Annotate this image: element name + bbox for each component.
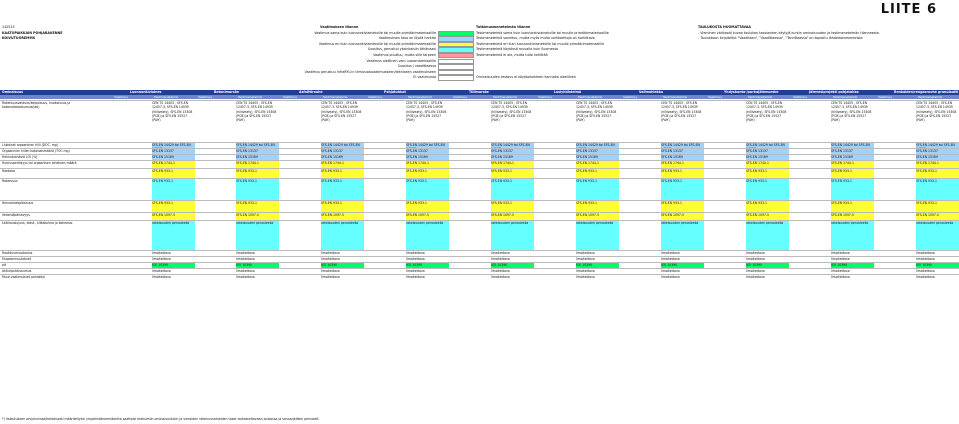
subcolumn-method: Testimenetelmä <box>833 94 857 99</box>
row-method-cell: Ilmoitettava <box>576 275 595 279</box>
table-row <box>0 220 959 251</box>
row-method-cell: rakeisuuden perusteella <box>236 221 279 251</box>
legend <box>0 25 959 85</box>
table-row <box>0 100 959 143</box>
row-method-cell: SFS-EN 933-1 <box>152 169 195 179</box>
row-method-cell: SFS-EN 933-1 <box>152 179 195 201</box>
subcolumn-requirement: Vaatimus <box>793 94 807 99</box>
row-method-cell: Ilmoitettava <box>661 257 680 261</box>
subcolumn-method: Testimenetelmä <box>493 94 517 99</box>
subcolumn-requirement: Vaatimus <box>623 94 637 99</box>
row-method-cell: Ilmoitettava <box>746 251 765 255</box>
legend-swatch <box>438 36 474 41</box>
row-method-cell: SFS-EN 933-1 <box>236 169 279 179</box>
subcolumn-method: Testimenetelmä <box>663 94 687 99</box>
row-method-cell: SFS-EN 13137 <box>576 149 619 155</box>
row-method-cell: SFS-EN 1097-5 <box>152 213 195 221</box>
row-method-cell: Ilmoitettava <box>916 251 935 255</box>
row-method-cell: rakeisuuden perusteella <box>406 221 449 251</box>
row-property-label: Aktiiviputkisaumus <box>2 269 32 273</box>
row-method-cell: SFS-EN 1097-5 <box>916 213 959 221</box>
row-method-cell: Ilmoitettava <box>491 251 510 255</box>
row-method-cell: SFS-EN 933-1 <box>236 201 279 213</box>
row-method-cell: SFS-EN 933-1 <box>746 201 789 213</box>
row-method-cell: SFS-EN 1744-1 <box>406 161 449 169</box>
row-method-cell: Ilmoitettava <box>491 275 510 279</box>
row-method-cell: SFS-EN 1097-5 <box>406 213 449 221</box>
row-method-cell: SFS-EN 15169 <box>916 155 959 161</box>
row-method-cell: Ilmoitettava <box>321 275 340 279</box>
row-method-cell: rakeisuuden perusteella <box>576 221 619 251</box>
subcolumn-method: Testimenetelmä <box>918 94 942 99</box>
row-property-label: Raakkuumuodostus <box>2 251 33 255</box>
legend-requirement-label: Vaatimus sama kuin luonnonkiviaineksille tai muulle primäärimateriaalille <box>314 30 436 35</box>
subcolumn-requirement: Vaatimus <box>538 94 552 99</box>
row-method-cell: SFS-EN 933-1 <box>831 201 874 213</box>
row-method-cell: Ilmoitettava <box>916 269 935 273</box>
subcolumn-requirement: Vaatimus <box>878 94 892 99</box>
legend-left-title: Vaatimuksen tilanne <box>320 25 359 29</box>
legend-method-label: Testimenetelmä sama kuin luonnonkiviaineksille tai muulle primäärimateriaalille <box>476 30 609 35</box>
column-header: Ominaisuus <box>2 90 23 94</box>
row-method-cell: Ilmoitettava <box>236 269 255 273</box>
legend-requirement-label: Suositus / vaadittaessa <box>397 64 436 69</box>
row-method-cell: SFS-EN 933-1 <box>576 179 619 201</box>
row-method-cell: SFS-EN 15169 <box>152 155 195 161</box>
row-method-cell: Ilmoitettava <box>406 257 425 261</box>
footnote: *) Vaikutuksen arvioinnissa/kohtaisesti määritellyksi ympäristönormidentta saattaisi maksimiin ominaisuuksiin ja vieraiden rakennusaineiden tasot tarkasteltavaan joukossa ja sensarjeitten perustelt. <box>2 417 320 421</box>
row-method-cell: SFS-EN 15169 <box>491 155 534 161</box>
column-subheader-band <box>0 95 959 100</box>
row-method-cell: Ilmoitettava <box>236 251 255 255</box>
row-method-cell: SFS-EN 14429 tai SFS-EN <box>746 143 789 149</box>
row-property-label: Rakeisuusvastuus/kelpoisuus, huokoisuus ja kokonaiskoostumus(lab) <box>2 101 71 110</box>
row-property-label: Muut vaatimukset pohdeksi <box>2 275 45 279</box>
row-method-cell: CEN TS 14405 , SFS-EN 12457-3, SFS-EN 14939 (hiiliveaty), SFS-EN 15308 (PCB) ja SFS-EN 15527 (PAH) <box>152 101 193 123</box>
row-method-cell: rakeisuuden perusteella <box>746 221 789 251</box>
row-method-cell: SFS-EN 933-1 <box>661 201 704 213</box>
row-method-cell: SFS-EN 933-1 <box>236 179 279 201</box>
row-method-cell: SFS-EN 13137 <box>746 149 789 155</box>
row-method-cell: SFS-EN 933-1 <box>321 201 364 213</box>
row-method-cell: SFS-EN 933-1 <box>406 169 449 179</box>
subcolumn-requirement: Vaatimus <box>283 94 297 99</box>
row-method-cell: SFS-EN 14429 tai SFS-EN <box>661 143 704 149</box>
row-method-cell: SFS-EN 13137 <box>661 149 704 155</box>
row-method-cell: ISO 10390 <box>661 263 704 269</box>
row-method-cell: rakeisuuden perusteella <box>321 221 364 251</box>
row-method-cell: SFS-EN 13137 <box>916 149 959 155</box>
header-line: KAATOPAIKKAIN POHJARAKENNE <box>2 30 63 35</box>
row-method-cell: SFS-EN 13137 <box>236 149 279 155</box>
subcolumn-method: Testimenetelmä <box>578 94 602 99</box>
legend-swatch <box>438 64 474 69</box>
subcolumn-requirement: Vaatimus <box>453 94 467 99</box>
row-method-cell: CEN TS 14405 , SFS-EN 12457-3, SFS-EN 14939 (hiiliveaty), SFS-EN 15308 (PCB) ja SFS-EN 15527 (PAH) <box>831 101 872 123</box>
legend-swatch <box>438 42 474 47</box>
row-method-cell: SFS-EN 933-1 <box>576 201 619 213</box>
row-method-cell: SFS-EN 1744-1 <box>661 161 704 169</box>
legend-requirement-label: Ei vaatimusta <box>413 75 436 80</box>
column-header: Renkaiden/rengasrouhe granulaatti <box>894 90 959 94</box>
row-method-cell: SFS-EN 933-1 <box>916 179 959 201</box>
row-method-cell: ISO 10390 <box>916 263 959 269</box>
row-method-cell: Ilmoitettava <box>152 275 171 279</box>
legend-swatch <box>438 53 474 58</box>
subcolumn-requirement: Vaatimus <box>708 94 722 99</box>
column-header: Yhdyskunta-/purkujätemurske <box>724 90 779 94</box>
column-header: Jätevesiprojekti pohjatuhka <box>809 90 859 94</box>
row-method-cell: Ilmoitettava <box>152 251 171 255</box>
column-header: Luonnonkiviaines <box>130 90 162 94</box>
row-method-cell: CEN TS 14405 , SFS-EN 12457-3, SFS-EN 14939 (hiiliveaty), SFS-EN 15308 (PCB) ja SFS-EN 15527 (PAH) <box>236 101 277 123</box>
row-method-cell: SFS-EN 14429 tai SFS-EN <box>152 143 195 149</box>
row-method-cell: SFS-EN 933-1 <box>831 169 874 179</box>
row-method-cell: SFS-EN 1097-5 <box>236 213 279 221</box>
legend-swatch <box>438 31 474 36</box>
subcolumn-method: Testimenetelmä <box>408 94 432 99</box>
row-method-cell: Ilmoitettava <box>831 257 850 261</box>
row-method-cell: Ilmoitettava <box>576 257 595 261</box>
subcolumn-method: Testimenetelmä <box>238 94 262 99</box>
row-method-cell: SFS-EN 1744-1 <box>831 161 874 169</box>
row-method-cell: SFS-EN 933-1 <box>831 179 874 201</box>
row-method-cell: Ilmoitettava <box>321 257 340 261</box>
row-method-cell: ISO 10390 <box>321 263 364 269</box>
legend-requirement-label: Vaatimuksen taso on löydä harkita <box>378 36 436 41</box>
row-method-cell: CEN TS 14405 , SFS-EN 12457-3, SFS-EN 14939 (hiiliveaty), SFS-EN 15308 (PCB) ja SFS-EN 15527 (PAH) <box>576 101 617 123</box>
row-property-label: Vedenläpäisevyys <box>2 213 30 217</box>
column-header: Valimohiekka <box>639 90 664 94</box>
row-method-cell: SFS-EN 1097-5 <box>576 213 619 221</box>
row-method-cell: CEN TS 14405 , SFS-EN 12457-3, SFS-EN 14939 (hiiliveaty), SFS-EN 15308 (PCB) ja SFS-EN 15527 (PAH) <box>321 101 362 123</box>
legend-row <box>0 75 959 81</box>
row-method-cell: SFS-EN 933-1 <box>746 179 789 201</box>
row-method-cell: SFS-EN 1744-1 <box>152 161 195 169</box>
row-method-cell: SFS-EN 13137 <box>152 149 195 155</box>
row-method-cell: CEN TS 14405 , SFS-EN 12457-3, SFS-EN 14939 (hiiliveaty), SFS-EN 15308 (PCB) ja SFS-EN 15527 (PAH) <box>491 101 532 123</box>
row-method-cell: SFS-EN 15169 <box>236 155 279 161</box>
legend-requirement-label: Suositus, perustuu yksinkaisiin tähänaasi <box>367 47 436 52</box>
legend-method-label: Testimenetelmä ei ole, mutta tulisi kehittää <box>476 53 548 57</box>
row-method-cell: rakeisuuden perusteella <box>661 221 704 251</box>
row-method-cell: Ilmoitettava <box>916 257 935 261</box>
row-method-cell: SFS-EN 1744-1 <box>916 161 959 169</box>
legend-requirement-label: Vaatimus olettinen vain uusiomateriaalille <box>366 58 436 63</box>
row-method-cell: Ilmoitettava <box>916 275 935 279</box>
row-method-cell: SFS-EN 933-1 <box>406 179 449 201</box>
table-row <box>0 274 959 303</box>
row-method-cell: SFS-EN 13137 <box>491 149 534 155</box>
row-method-cell: ISO 10390 <box>152 263 195 269</box>
row-method-cell: Ilmoitettava <box>661 275 680 279</box>
row-method-cell: Ilmoitettava <box>321 269 340 273</box>
column-header: Lasiyhdistelmä <box>554 90 582 94</box>
row-method-cell: SFS-EN 933-1 <box>576 169 619 179</box>
row-method-cell: SFS-EN 1744-1 <box>491 161 534 169</box>
row-method-cell: Ilmoitettava <box>831 251 850 255</box>
row-method-cell: rakeisuuden perusteella <box>916 221 959 251</box>
legend-requirement-label: Vaatimus perustuu InfraRYL:in tiimivuosisaatimukseen/tekniseen vaatimukseen <box>304 69 436 74</box>
row-method-cell: SFS-EN 14429 tai SFS-EN <box>321 143 364 149</box>
note-line: - Vieminen värikoodi kuvaa taulukon tasolanden käytyjä kuntin ominaisuuden ja testimenetelmän tilanneesta. <box>698 30 880 35</box>
row-method-cell: SFS-EN 15169 <box>661 155 704 161</box>
row-method-cell: Ilmoitettava <box>406 251 425 255</box>
row-method-cell: SFS-EN 1744-1 <box>321 161 364 169</box>
legend-right-title: Tutkimusmenetelmän tilanne <box>476 25 531 29</box>
subcolumn-requirement: Vaatimus <box>368 94 382 99</box>
row-method-cell: SFS-EN 933-1 <box>491 201 534 213</box>
row-method-cell: Ilmoitettava <box>406 269 425 273</box>
row-method-cell: CEN TS 14405 , SFS-EN 12457-3, SFS-EN 14939 (hiiliveaty), SFS-EN 15308 (PCB) ja SFS-EN 15527 (PAH) <box>406 101 447 123</box>
row-method-cell: SFS-EN 1097-5 <box>661 213 704 221</box>
row-property-label: Rakeisuus <box>2 179 18 183</box>
row-method-cell: SFS-EN 933-1 <box>491 179 534 201</box>
row-method-cell: SFS-EN 13137 <box>831 149 874 155</box>
row-method-cell: SFS-EN 1097-5 <box>491 213 534 221</box>
column-header: Betonimurske <box>214 90 239 94</box>
row-method-cell: ISO 10390 <box>491 263 534 269</box>
row-method-cell: CEN TS 14405 , SFS-EN 12457-3, SFS-EN 14939 (hiiliveaty), SFS-EN 15308 (PCB) ja SFS-EN 15527 (PAH) <box>916 101 957 123</box>
page-title: LIITE 6 <box>880 2 937 17</box>
legend-swatch <box>438 47 474 52</box>
row-property-label: Liukoiset orgaaninen hiili (DOC, mg) <box>2 143 58 147</box>
row-method-cell: SFS-EN 933-1 <box>746 169 789 179</box>
row-method-cell: SFS-EN 1097-5 <box>746 213 789 221</box>
row-method-cell: Ilmoitettava <box>746 275 765 279</box>
row-method-cell: rakeisuuden perusteella <box>491 221 534 251</box>
subcolumn-method: Testimenetelmä <box>323 94 347 99</box>
row-method-cell: Ilmoitettava <box>576 251 595 255</box>
row-method-cell: SFS-EN 13137 <box>406 149 449 155</box>
row-method-cell: SFS-EN 14429 tai SFS-EN <box>491 143 534 149</box>
column-header: Tiilimurske <box>469 90 489 94</box>
row-method-cell: Ilmoitettava <box>661 269 680 273</box>
row-method-cell: SFS-EN 1744-1 <box>576 161 619 169</box>
row-method-cell: Ilmoitettava <box>491 269 510 273</box>
row-method-cell: SFS-EN 933-1 <box>491 169 534 179</box>
row-method-cell: Ilmoitettava <box>152 257 171 261</box>
legend-swatch <box>438 75 474 80</box>
row-method-cell: Ilmoitettava <box>406 275 425 279</box>
row-method-cell: SFS-EN 15169 <box>321 155 364 161</box>
legend-method-label: Testimenetelmä eri kuin luonnonkiviaineksille tai muulle primäärimateriaalille <box>476 41 605 46</box>
row-method-cell: Ilmoitettava <box>831 275 850 279</box>
row-method-cell: CEN TS 14405 , SFS-EN 12457-3, SFS-EN 14939 (hiiliveaty), SFS-EN 15308 (PCB) ja SFS-EN 15527 (PAH) <box>746 101 787 123</box>
legend-method-label: Testimenetelmä käytössä muualla kuin Suomessa <box>476 47 559 52</box>
row-method-cell: Ilmoitettava <box>491 257 510 261</box>
row-method-cell: SFS-EN 933-1 <box>152 201 195 213</box>
row-method-cell: SFS-EN 933-1 <box>916 201 959 213</box>
row-method-cell: ISO 10390 <box>576 263 619 269</box>
table-row <box>0 178 959 201</box>
row-method-cell: SFS-EN 933-1 <box>661 179 704 201</box>
row-method-cell: SFS-EN 933-1 <box>321 169 364 179</box>
legend-method-label: Testimenetelmä soveltuu, mutta myös muita vaihtoehtoja on harkittava <box>476 36 595 41</box>
subcolumn-method: Testimenetelmä <box>154 94 178 99</box>
row-method-cell: SFS-EN 1097-5 <box>831 213 874 221</box>
notes-title: TAULUKOSTA HUOMATTAVAA <box>698 25 751 29</box>
row-method-cell: SFS-EN 15169 <box>831 155 874 161</box>
row-property-label: Hehkutushäviö LOI (%) <box>2 155 38 159</box>
legend-method-label: Ominaisuuden testaus ei käytöoikohteen kannalta oleellinen <box>476 75 576 80</box>
legend-swatch <box>438 59 474 64</box>
row-property-label: Raekoko <box>2 169 16 173</box>
row-method-cell: ISO 10390 <box>746 263 789 269</box>
row-method-cell: SFS-EN 1744-1 <box>746 161 789 169</box>
row-property-label: pH <box>2 263 7 267</box>
legend-requirement-label: Vaatimus eri kuin luonnonkiviaineksille tai muulle primäärimateriaalille <box>318 41 436 46</box>
row-method-cell: SFS-EN 933-1 <box>406 201 449 213</box>
row-method-cell: SFS-EN 933-1 <box>661 169 704 179</box>
row-method-cell: SFS-EN 14429 tai SFS-EN <box>406 143 449 149</box>
column-header: Asfalttirouhe <box>299 90 323 94</box>
row-method-cell: SFS-EN 14429 tai SFS-EN <box>916 143 959 149</box>
legend-requirement-label: Vaatimus puuttuu, mutta sille tarpeen <box>373 53 436 57</box>
row-method-cell: SFS-EN 1097-5 <box>321 213 364 221</box>
row-method-cell: Ilmoitettava <box>152 269 171 273</box>
row-method-cell: SFS-EN 15169 <box>576 155 619 161</box>
row-method-cell: SFS-EN 15169 <box>746 155 789 161</box>
row-method-cell: SFS-EN 14429 tai SFS-EN <box>576 143 619 149</box>
row-property-label: Orgaaninen hiilen kokonaismäärä (TOC mg) <box>2 149 70 153</box>
row-method-cell: SFS-EN 14429 tai SFS-EN <box>831 143 874 149</box>
row-method-cell: SFS-EN 14429 tai SFS-EN <box>236 143 279 149</box>
row-method-cell: SFS-EN 1744-1 <box>236 161 279 169</box>
row-method-cell: SFS-EN 13137 <box>321 149 364 155</box>
header-line: KOIVUTUOREMMS <box>2 36 36 41</box>
row-method-cell: Ilmoitettava <box>831 269 850 273</box>
row-method-cell: ISO 10390 <box>831 263 874 269</box>
row-method-cell: ISO 10390 <box>406 263 449 269</box>
row-method-cell: Ilmoitettava <box>746 257 765 261</box>
row-method-cell: Ilmoitettava <box>236 257 255 261</box>
row-method-cell: Ilmoitettava <box>576 269 595 273</box>
row-method-cell: Ilmoitettava <box>236 275 255 279</box>
row-method-cell: Ilmoitettava <box>321 251 340 255</box>
row-property-label: Humusperäisyys tai orgaanisen aineksen määrä <box>2 161 77 165</box>
row-method-cell: Ilmoitettava <box>661 251 680 255</box>
row-method-cell: SFS-EN 933-1 <box>916 169 959 179</box>
subcolumn-requirement: Vaatimus <box>114 94 128 99</box>
legend-swatch <box>438 70 474 75</box>
row-property-label: Muodonmuutokset <box>2 257 31 261</box>
column-header: Pohjatuhkat <box>384 90 406 94</box>
note-line: - Taulukkoon kirjoiteltut "Vaaditaan", "Vaadittaessa", "Tarvittaessa" on kopioitu lähdedokumenteista <box>698 36 863 41</box>
subcolumn-requirement: Vaatimus <box>198 94 212 99</box>
row-method-cell: rakeisuuden perusteella <box>152 221 195 251</box>
row-method-cell: ISO 10390 <box>236 263 279 269</box>
subcolumn-method: Testimenetelmä <box>748 94 772 99</box>
row-property-label: Leikkauslujuus, elast., kitkakulma ja koheesio <box>2 221 73 225</box>
row-method-cell: rakeisuuden perusteella <box>831 221 874 251</box>
header-line: 142515 <box>2 25 15 29</box>
row-method-cell: Ilmoitettava <box>746 269 765 273</box>
row-method-cell: SFS-EN 933-1 <box>321 179 364 201</box>
row-property-label: Hienoainespitoisuus <box>2 201 34 205</box>
row-method-cell: SFS-EN 15169 <box>406 155 449 161</box>
row-method-cell: CEN TS 14405 , SFS-EN 12457-3, SFS-EN 14939 (hiiliveaty), SFS-EN 15308 (PCB) ja SFS-EN 15527 (PAH) <box>661 101 702 123</box>
